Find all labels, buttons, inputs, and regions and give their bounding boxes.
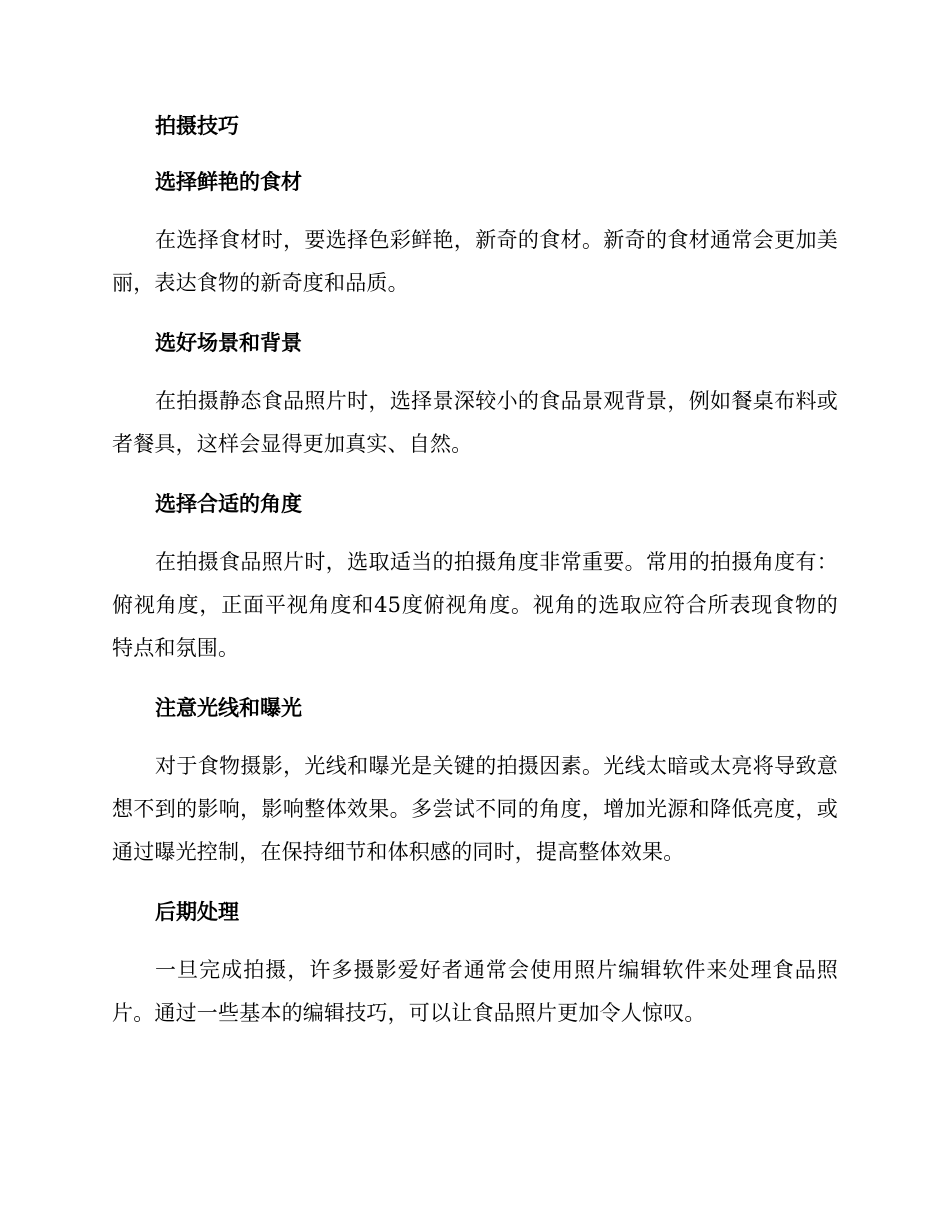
section-heading: 后期处理 [155,900,239,924]
section-scene-background [112,326,838,466]
section-heading: 选择鲜艳的食材 [155,170,302,194]
section-body: 对于食物摄影，光线和曝光是关键的拍摄因素。光线太暗或太亮将导致意想不到的影响，影响整体效果。多尝试不同的角度，增加光源和降低亮度，或通过曝光控制，在保持细节和体积感的同时，提高整体效果。 [112,754,838,864]
section-body: 一旦完成拍摄，许多摄影爱好者通常会使用照片编辑软件来处理食品照片。通过一些基本的编辑技巧，可以让食品照片更加令人惊叹。 [112,958,838,1025]
section-post-processing [112,895,838,1035]
section-body: 在拍摄食品照片时，选取适当的拍摄角度非常重要。常用的拍摄角度有：俯视角度，正面平视角度和45度俯视角度。视角的选取应符合所表现食物的特点和氛围。 [112,550,838,660]
section-body: 在选择食材时，要选择色彩鲜艳，新奇的食材。新奇的食材通常会更加美丽，表达食物的新奇度和品质。 [112,228,838,295]
document-title: 拍摄技巧 [155,114,239,138]
section-heading: 选好场景和背景 [155,331,302,355]
section-heading: 注意光线和曝光 [155,696,302,720]
section-shooting-angle [112,487,838,670]
section-fresh-ingredients [112,165,838,305]
section-heading: 选择合适的角度 [155,492,302,516]
document-content [112,109,838,1056]
section-light-exposure [112,691,838,874]
section-body: 在拍摄静态食品照片时，选择景深较小的食品景观背景，例如餐桌布料或者餐具，这样会显得更加真实、自然。 [112,389,838,456]
